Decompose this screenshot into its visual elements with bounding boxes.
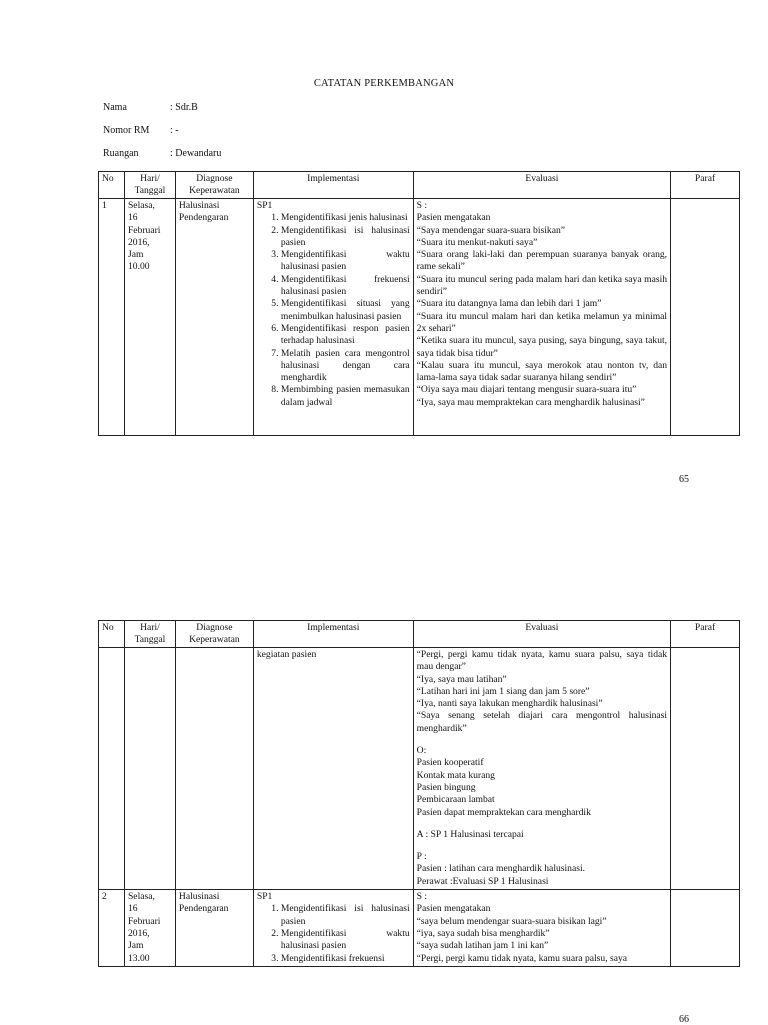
impl-item: 7. Melatih pasien cara mengontrol halusinasi dengan cara menghardik xyxy=(281,348,410,385)
eval-line: Kontak mata kurang xyxy=(416,769,495,781)
eval-line: “Suara itu datangnya lama dan lebih dari 1 jam” xyxy=(416,298,602,310)
sp-label: SP1 xyxy=(256,200,273,211)
row-evaluation xyxy=(413,890,670,967)
row-implementation: kegiatan pasien xyxy=(253,648,413,890)
impl-item: 2. Mengidentifikasi isi halusinasi pasien xyxy=(281,225,410,250)
eval-line: S : xyxy=(416,891,428,903)
header-evaluation: Evaluasi xyxy=(413,172,670,199)
eval-line: Pasien : latihan cara menghardik halusinasi. xyxy=(416,863,586,875)
impl-item: 1. Mengidentifikasi jenis halusinasi xyxy=(281,212,410,224)
eval-line: “Suara orang laki-laki dan perempuan suaranya banyak orang, rame sekali” xyxy=(416,249,668,273)
name-label: Nama xyxy=(103,102,127,113)
sp-label: SP1 xyxy=(256,891,273,903)
row-diagnosis: Halusinasi Pendengaran xyxy=(175,199,253,436)
row-implementation xyxy=(253,199,413,436)
page-number: 66 xyxy=(679,1014,689,1025)
row-date: Selasa, 16 Februari 2016, Jam 13.00 xyxy=(124,890,175,967)
rm-label: Nomor RM xyxy=(103,125,150,136)
header-date: Hari/ Tanggal xyxy=(124,172,175,199)
header-no: No xyxy=(99,621,125,648)
eval-line: “iya, saya sudah bisa menghardik” xyxy=(416,927,550,939)
progress-table-page2 xyxy=(98,620,740,967)
eval-line: “Pergi, pergi kamu tidak nyata, kamu suara palsu, saya tidak mau dengar” xyxy=(416,649,668,673)
row-evaluation xyxy=(413,648,670,890)
header-signature: Paraf xyxy=(671,172,740,199)
row-signature xyxy=(671,199,740,436)
header-signature: Paraf xyxy=(671,621,740,648)
header-diagnosis: Diagnose Keperawatan xyxy=(175,172,253,199)
eval-line: Pembicaraan lambat xyxy=(416,794,495,806)
row-no: 1 xyxy=(99,199,125,436)
eval-line: “saya sudah latihan jam 1 ini kan” xyxy=(416,940,549,952)
header-implementation: Implementasi xyxy=(253,621,413,648)
header-diagnosis: Diagnose Keperawatan xyxy=(175,621,253,648)
eval-line: “Saya senang setelah diajari cara mengontrol halusinasi menghardik” xyxy=(416,710,668,734)
eval-line: “Suara itu menkut-nakuti saya” xyxy=(416,236,538,248)
eval-line: Pasien bingung xyxy=(416,781,476,793)
row-evaluation xyxy=(413,199,670,436)
eval-line: P : xyxy=(416,851,427,863)
impl-item: 8. Membimbing pasien memasukan dalam jadwal xyxy=(281,384,410,409)
eval-line: Pasien dapat mempraktekan cara menghardik xyxy=(416,806,591,818)
page-number: 65 xyxy=(679,474,689,485)
eval-line: Perawat :Evaluasi SP 1 Halusinasi xyxy=(416,875,549,887)
impl-item: 5. Mengidentifikasi situasi yang menimbulkan halusinasi pasien xyxy=(281,298,410,323)
row-no: 2 xyxy=(99,890,125,967)
eval-line: “Ketika suara itu muncul, saya pusing, saya bingung, saya takut, saya tidak bisa tidur” xyxy=(416,335,668,359)
eval-line: “Iya, nanti saya lakukan menghardik halusinasi” xyxy=(416,698,603,710)
header-implementation: Implementasi xyxy=(253,172,413,199)
rm-field xyxy=(103,125,179,136)
impl-item: 2. Mengidentifikasi waktu halusinasi pasien xyxy=(281,928,410,953)
room-value: : Dewandaru xyxy=(170,148,222,159)
table-row xyxy=(99,199,740,436)
name-value: : Sdr.B xyxy=(170,102,198,113)
progress-table-page1 xyxy=(98,171,740,436)
page-title: CATATAN PERKEMBANGAN xyxy=(313,78,455,89)
row-implementation xyxy=(253,890,413,967)
eval-line: O: xyxy=(416,745,427,757)
impl-item: 3. Mengidentifikasi waktu halusinasi pasien xyxy=(281,249,410,274)
rm-value: : - xyxy=(170,125,179,136)
table-row xyxy=(99,890,740,967)
header-no: No xyxy=(99,172,125,199)
impl-item: 3. Mengidentifikasi frekuensi xyxy=(281,953,410,965)
eval-line: “saya belum mendengar suara-suara bisikan lagi” xyxy=(416,915,607,927)
eval-line: “Oiya saya mau diajari tentang mengusir suara-suara itu” xyxy=(416,384,637,396)
eval-line: “Saya mendengar suara-suara bisikan” xyxy=(416,224,566,236)
eval-line: “Iya, saya mau mempraktekan cara menghardik halusinasi” xyxy=(416,396,645,408)
impl-item: 4. Mengidentifikasi frekuensi halusinasi pasien xyxy=(281,274,410,299)
eval-line: “Pergi, pergi kamu tidak nyata, kamu suara palsu, saya xyxy=(416,952,628,964)
eval-line: Pasien mengatakan xyxy=(416,903,491,915)
room-field xyxy=(103,148,221,159)
room-label: Ruangan xyxy=(103,148,139,159)
eval-line: Pasien kooperatif xyxy=(416,757,484,769)
eval-line: “Latihan hari ini jam 1 siang dan jam 5 sore” xyxy=(416,685,590,697)
row-diagnosis: Halusinasi Pendengaran xyxy=(175,890,253,967)
eval-line: “Kalau suara itu muncul, saya merokok atau nonton tv, dan lama-lama saya tidak sadar suaranya hilang sendiri” xyxy=(416,359,668,384)
table-header-row xyxy=(99,172,740,199)
name-field xyxy=(103,102,198,113)
eval-line: “Iya, saya mau latihan” xyxy=(416,673,507,685)
header-date: Hari/ Tanggal xyxy=(124,621,175,648)
eval-line: Pasien mengatakan xyxy=(416,212,491,224)
header-evaluation: Evaluasi xyxy=(413,621,670,648)
table-header-row xyxy=(99,621,740,648)
eval-line: “Suara itu muncul sering pada malam hari dan ketika saya masih sendiri” xyxy=(416,273,668,298)
impl-item: 1. Mengidentifikasi isi halusinasi pasien xyxy=(281,903,410,928)
eval-line: S : xyxy=(416,200,428,211)
impl-item: 6. Mengidentifikasi respon pasien terhadap halusinasi xyxy=(281,323,410,348)
row-date: Selasa, 16 Februari 2016, Jam 10.00 xyxy=(124,199,175,436)
table-row xyxy=(99,648,740,890)
eval-line: “Suara itu muncul malam hari dan ketika melamun ya minimal 2x sehari” xyxy=(416,310,668,334)
eval-line: A : SP 1 Halusinasi tercapai xyxy=(416,828,524,840)
